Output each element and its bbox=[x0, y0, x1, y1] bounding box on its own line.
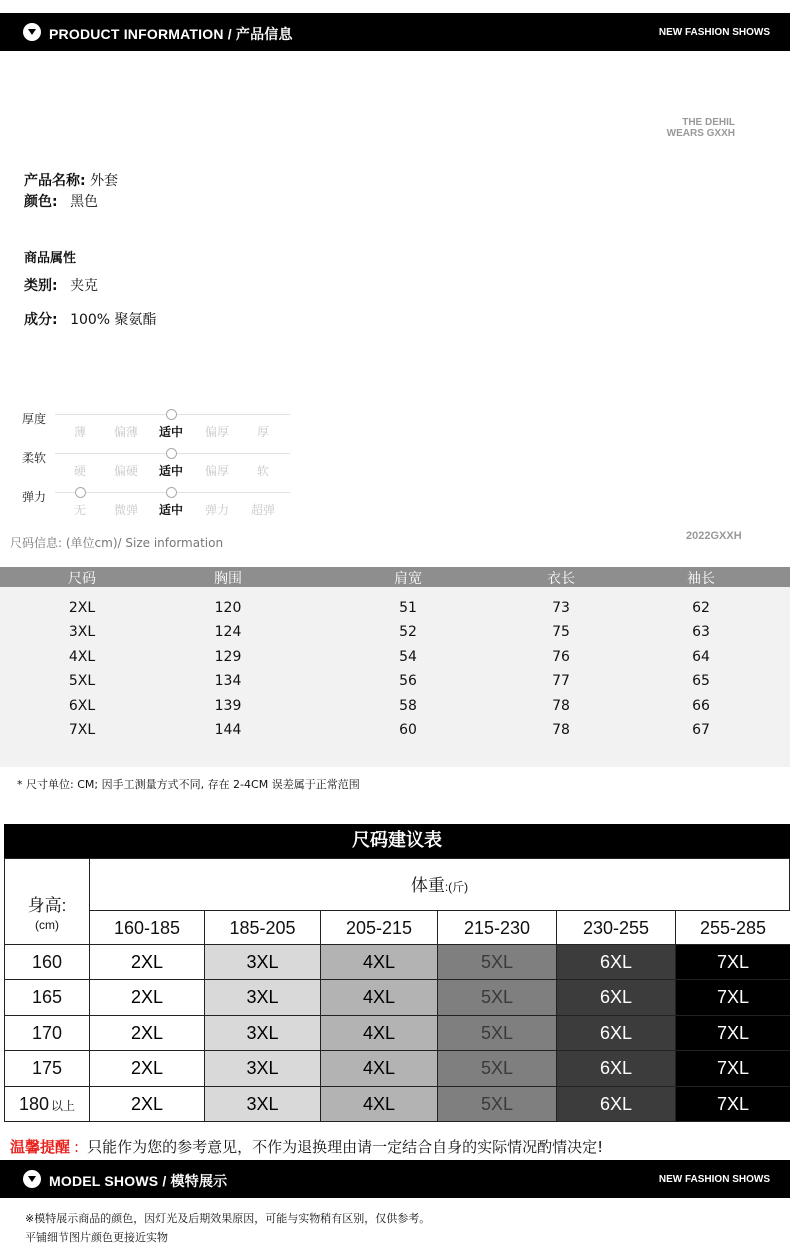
attributes-heading bbox=[24, 247, 76, 266]
attributes-heading-text: 商品属性 bbox=[24, 251, 77, 266]
size-table-cell: 54 bbox=[399, 648, 417, 665]
size-table-cell: 77 bbox=[552, 673, 570, 690]
height-cell bbox=[4, 1086, 90, 1122]
scale-option: 薄 bbox=[73, 425, 86, 439]
scale-option: 弹力 bbox=[204, 503, 229, 517]
warm-tip-label: 温馨提醒 bbox=[10, 1138, 71, 1156]
height-value: 160 bbox=[31, 952, 63, 972]
size-suggestion-cell: 4XL bbox=[320, 979, 438, 1015]
weight-label: 体重 bbox=[410, 876, 445, 895]
scale-option: 偏厚 bbox=[204, 425, 229, 439]
scale-option: 软 bbox=[256, 464, 269, 478]
header-right-text: NEW FASHION SHOWS bbox=[658, 27, 770, 38]
size-table-cell: 124 bbox=[214, 624, 242, 641]
height-cell bbox=[4, 1050, 90, 1086]
height-suffix: 以上 bbox=[51, 1098, 76, 1113]
model-note-2: 平铺细节图片颜色更接近实物 bbox=[25, 1231, 168, 1244]
size-table-cell: 67 bbox=[692, 722, 710, 738]
scale-label: 厚度 bbox=[22, 412, 47, 426]
scale-option: 偏薄 bbox=[113, 425, 138, 439]
size-table-cell: 64 bbox=[692, 648, 710, 665]
weight-range-cell: 230-255 bbox=[556, 910, 676, 945]
size-suggestion-cell: 4XL bbox=[320, 944, 438, 980]
size-info-label: 尺码信息: (单位cm)/ Size information bbox=[10, 536, 224, 550]
product-color-label: 颜色: bbox=[24, 194, 58, 210]
size-table-cell: 76 bbox=[552, 648, 570, 665]
brand-line-1: THE DEHIL bbox=[682, 117, 735, 128]
material-row bbox=[24, 309, 157, 329]
scale-option: 超弹 bbox=[250, 503, 275, 517]
brand-line-2: WEARS GXXH bbox=[666, 128, 735, 139]
size-table-cell: 56 bbox=[399, 673, 417, 690]
scale-label: 柔软 bbox=[22, 451, 47, 465]
scale-marker-icon bbox=[166, 487, 177, 498]
size-table-cell: 6XL bbox=[68, 697, 96, 714]
size-suggestion-cell: 7XL bbox=[675, 944, 790, 980]
size-suggestion-cell: 3XL bbox=[204, 1050, 321, 1086]
size-suggestion-cell: 6XL bbox=[556, 979, 676, 1015]
size-table-cell: 7XL bbox=[68, 722, 96, 738]
product-color-row bbox=[24, 191, 98, 211]
weight-range-cell: 255-285 bbox=[675, 910, 790, 945]
size-table-cell: 78 bbox=[552, 697, 570, 714]
height-value: 170 bbox=[31, 1022, 63, 1043]
weight-unit: :(斤) bbox=[444, 880, 469, 894]
size-suggestion-title: 尺码建议表 bbox=[4, 824, 790, 858]
scale-option: 偏硬 bbox=[113, 464, 138, 478]
height-header-cell bbox=[4, 858, 90, 945]
size-table-cell: 66 bbox=[692, 697, 710, 714]
scale-option: 偏厚 bbox=[204, 464, 229, 478]
size-table-cell: 62 bbox=[692, 600, 710, 616]
size-table-cell: 58 bbox=[399, 697, 417, 714]
size-suggestion-cell: 4XL bbox=[320, 1015, 438, 1051]
size-suggestion-cell: 7XL bbox=[675, 1015, 790, 1051]
chevron-down-icon bbox=[23, 1170, 41, 1188]
height-cell bbox=[4, 944, 90, 980]
size-table-cell: 134 bbox=[214, 673, 242, 690]
size-suggestion-cell: 5XL bbox=[437, 1015, 557, 1051]
size-table-cell: 5XL bbox=[68, 673, 96, 690]
category-row bbox=[24, 275, 98, 295]
size-suggestion-cell: 2XL bbox=[89, 1086, 205, 1122]
year-code: 2022GXXH bbox=[686, 530, 742, 542]
height-value: 175 bbox=[31, 1058, 63, 1079]
warm-tip-text: 只能作为您的参考意见，不作为退换理由请一定结合自身的实际情况酌情决定! bbox=[87, 1138, 604, 1156]
size-suggestion-cell: 3XL bbox=[204, 1086, 321, 1122]
size-suggestion-cell: 6XL bbox=[556, 1086, 676, 1122]
scale-option: 适中 bbox=[158, 503, 183, 517]
size-suggestion-cell: 6XL bbox=[556, 1050, 676, 1086]
scale-marker-icon bbox=[75, 487, 86, 498]
material-label: 成分: bbox=[24, 312, 58, 328]
height-value: 180 bbox=[18, 1093, 50, 1114]
size-table-header-cell: 胸围 bbox=[214, 571, 242, 587]
size-table-header-cell: 尺码 bbox=[68, 571, 96, 587]
size-table-header-cell: 衣长 bbox=[547, 571, 575, 587]
size-suggestion-cell: 5XL bbox=[437, 944, 557, 980]
weight-range-cell: 160-185 bbox=[89, 910, 205, 945]
product-name-row bbox=[24, 170, 118, 190]
size-suggestion-cell: 6XL bbox=[556, 1015, 676, 1051]
size-suggestion-cell: 7XL bbox=[675, 1050, 790, 1086]
size-table-cell: 75 bbox=[552, 624, 570, 641]
size-suggestion-cell: 3XL bbox=[204, 1015, 321, 1051]
header-title: PRODUCT INFORMATION / 产品信息 bbox=[49, 26, 293, 42]
size-table-header-cell: 袖长 bbox=[687, 571, 715, 587]
size-suggestion-cell: 2XL bbox=[89, 979, 205, 1015]
warm-tip-colon: : bbox=[74, 1138, 80, 1156]
size-suggestion-cell: 7XL bbox=[675, 1086, 790, 1122]
product-name-value: 外套 bbox=[90, 173, 119, 189]
scale-option: 厚 bbox=[256, 425, 269, 439]
size-table-cell: 2XL bbox=[68, 600, 96, 616]
model-shows-header bbox=[0, 1160, 790, 1198]
size-table-cell: 129 bbox=[214, 648, 242, 665]
size-table-cell: 60 bbox=[399, 722, 417, 738]
size-suggestion-cell: 4XL bbox=[320, 1086, 438, 1122]
size-suggestion-cell: 5XL bbox=[437, 1086, 557, 1122]
brand-logo-text bbox=[667, 117, 735, 139]
size-suggestion-cell: 7XL bbox=[675, 979, 790, 1015]
weight-range-cell: 185-205 bbox=[204, 910, 321, 945]
weight-range-cell: 205-215 bbox=[320, 910, 438, 945]
model-header-title: MODEL SHOWS / 模特展示 bbox=[49, 1173, 228, 1189]
scale-marker-icon bbox=[166, 448, 177, 459]
model-note-1: ※模特展示商品的颜色，因灯光及后期效果原因，可能与实物稍有区别，仅供参考。 bbox=[25, 1212, 431, 1225]
model-header-right-text: NEW FASHION SHOWS bbox=[658, 1174, 770, 1185]
size-suggestion-cell: 3XL bbox=[204, 979, 321, 1015]
height-value: 165 bbox=[31, 987, 63, 1008]
scale-label: 弹力 bbox=[22, 490, 47, 504]
size-table-header-cell: 肩宽 bbox=[394, 571, 422, 587]
size-suggestion-cell: 2XL bbox=[89, 1050, 205, 1086]
size-table-cell: 120 bbox=[214, 600, 242, 616]
size-suggestion-cell: 5XL bbox=[437, 1050, 557, 1086]
size-table-cell: 51 bbox=[399, 600, 417, 616]
size-table-cell: 63 bbox=[692, 624, 710, 641]
size-table-cell: 3XL bbox=[68, 624, 96, 641]
size-suggestion-cell: 2XL bbox=[89, 944, 205, 980]
warm-tip bbox=[10, 1136, 603, 1157]
scale-option: 无 bbox=[73, 503, 86, 517]
height-label: 身高: bbox=[27, 896, 67, 915]
product-color-value: 黑色 bbox=[70, 194, 99, 210]
size-suggestion-cell: 5XL bbox=[437, 979, 557, 1015]
chevron-down-icon bbox=[23, 23, 41, 41]
material-value: 100% 聚氨酯 bbox=[70, 312, 157, 328]
category-value: 夹克 bbox=[70, 278, 99, 294]
product-name-label: 产品名称: bbox=[24, 173, 86, 189]
product-info-header bbox=[0, 13, 790, 51]
scale-option: 微弹 bbox=[113, 503, 138, 517]
scale-marker-icon bbox=[166, 409, 177, 420]
size-suggestion-cell: 3XL bbox=[204, 944, 321, 980]
weight-range-cell: 215-230 bbox=[437, 910, 557, 945]
weight-header-cell bbox=[89, 858, 790, 911]
category-label: 类别: bbox=[24, 278, 58, 294]
size-suggestion-cell: 6XL bbox=[556, 944, 676, 980]
height-cell bbox=[4, 979, 90, 1015]
size-table-cell: 78 bbox=[552, 722, 570, 738]
height-unit: (cm) bbox=[35, 918, 59, 932]
size-note: * 尺寸单位: CM; 因手工测量方式不同, 存在 2-4CM 误差属于正常范围 bbox=[17, 778, 360, 791]
scale-option: 硬 bbox=[73, 464, 86, 478]
size-table-cell: 144 bbox=[214, 722, 242, 738]
size-table-cell: 139 bbox=[214, 697, 242, 714]
scale-option: 适中 bbox=[158, 425, 183, 439]
size-table-cell: 4XL bbox=[68, 648, 96, 665]
height-cell bbox=[4, 1015, 90, 1051]
size-suggestion-cell: 4XL bbox=[320, 1050, 438, 1086]
size-table-cell: 73 bbox=[552, 600, 570, 616]
size-table-cell: 65 bbox=[692, 673, 710, 690]
size-table-cell: 52 bbox=[399, 624, 417, 641]
scale-option: 适中 bbox=[158, 464, 183, 478]
size-suggestion-cell: 2XL bbox=[89, 1015, 205, 1051]
